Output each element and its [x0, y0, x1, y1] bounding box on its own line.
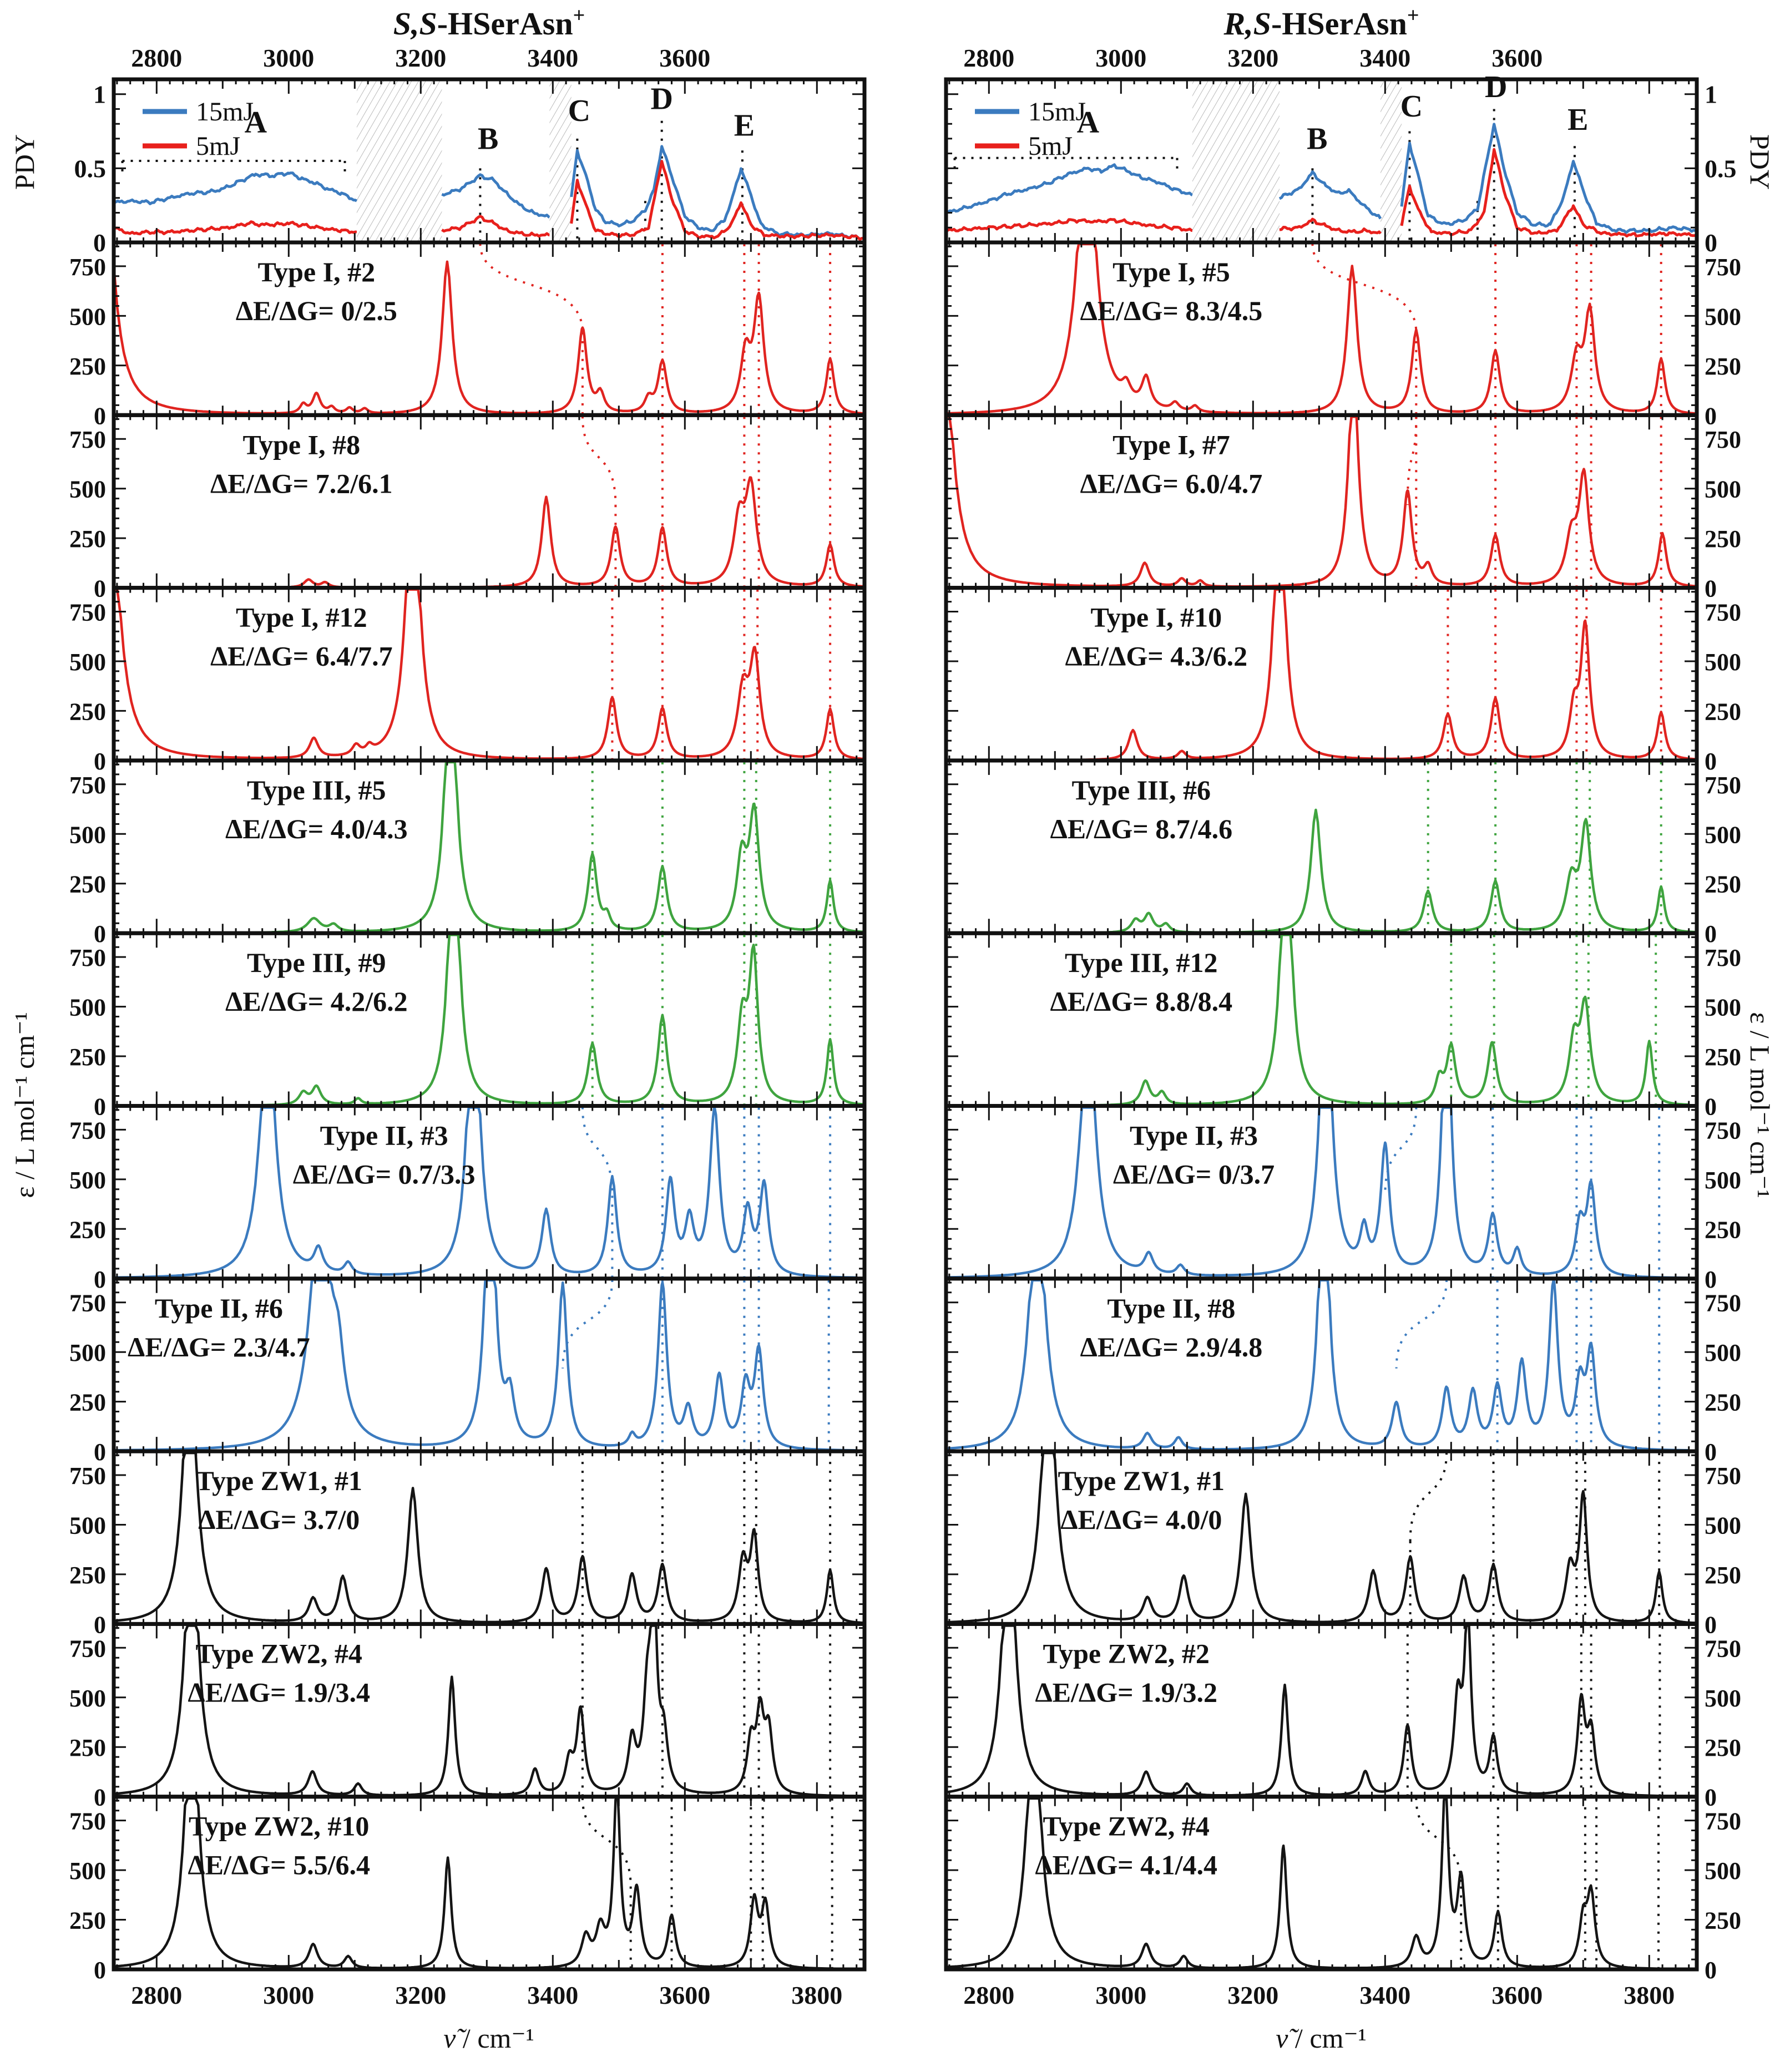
row-label: Type III, #6 [1071, 774, 1211, 806]
computed-spectrum-Type I, #2 [114, 262, 864, 414]
top-tick-label: 3400 [527, 44, 579, 72]
pdy-tick-label: 1 [93, 80, 106, 109]
eps-tick-label: 750 [69, 1289, 106, 1317]
top-tick-label: 3200 [395, 44, 447, 72]
row-ticks [114, 1106, 864, 1279]
row-ticks [114, 761, 864, 933]
row-panel-border [114, 415, 864, 587]
computed-spectrum-Type I, #10 [946, 590, 1697, 761]
eps-tick-label: 0 [1705, 575, 1717, 602]
row-label: Type I, #5 [1113, 256, 1230, 287]
panel-row-1-5 [946, 1106, 1741, 1293]
row-label: Type II, #6 [154, 1292, 283, 1324]
eps-tick-label: 500 [69, 475, 106, 503]
eps-tick-label: 500 [1705, 821, 1741, 849]
row-panel-border [946, 415, 1697, 587]
row-label: Type ZW1, #1 [195, 1465, 362, 1497]
row-label: Type II, #3 [320, 1119, 448, 1151]
computed-spectrum-Type II, #3 [114, 1108, 857, 1278]
eps-tick-label: 750 [69, 944, 106, 972]
pdy-axis-label-left: PDY [9, 134, 40, 190]
band-label-E: E [734, 108, 755, 143]
column-title: R,S-HSerAsn+ [1223, 4, 1419, 42]
eps-tick-label: 0 [94, 1784, 106, 1811]
row-energy-label: ΔE/ΔG= 8.3/4.5 [1080, 295, 1263, 326]
eps-tick-label: 500 [69, 1166, 106, 1194]
eps-tick-label: 0 [94, 1093, 106, 1121]
row-energy-label: ΔE/ΔG= 3.7/0 [198, 1504, 360, 1536]
row-ticks [114, 588, 864, 761]
top-tick-label: 3200 [1227, 44, 1279, 72]
assignment-connector-curve [1312, 244, 1416, 332]
assignment-connector-curve [1416, 1798, 1461, 1887]
assignment-connector-curve [583, 416, 616, 505]
legend [975, 97, 1086, 161]
eps-tick-label: 0 [94, 1265, 106, 1293]
panel-row-1-4 [946, 933, 1741, 1120]
top-tick-label: 3000 [1095, 44, 1147, 72]
experimental-curve-15mJ [442, 175, 549, 217]
eps-tick-label: 0 [1705, 1784, 1717, 1811]
x-axis-label-right-column [1155, 2022, 1488, 2054]
eps-tick-label: 750 [1705, 771, 1741, 799]
row-energy-label: ΔE/ΔG= 4.2/6.2 [225, 986, 408, 1017]
eps-tick-label: 0 [1705, 1093, 1717, 1121]
row-energy-label: ΔE/ΔG= 4.3/6.2 [1065, 640, 1248, 672]
panel-row-1-1 [946, 415, 1741, 602]
panel-row-0-0 [69, 242, 864, 429]
row-label: Type III, #5 [247, 774, 386, 806]
eps-tick-label: 500 [69, 303, 106, 331]
eps-tick-label: 750 [69, 599, 106, 626]
hatched-unscanned-region [1192, 81, 1280, 241]
row-label: Type ZW2, #2 [1043, 1638, 1210, 1669]
row-energy-label: ΔE/ΔG= 5.5/6.4 [188, 1849, 371, 1881]
assignment-connector-curve [1397, 1280, 1447, 1369]
panel-row-1-8 [946, 1624, 1741, 1811]
row-energy-label: ΔE/ΔG= 0.7/3.3 [292, 1158, 476, 1190]
eps-tick-label: 500 [69, 821, 106, 849]
eps-tick-label: 250 [69, 1907, 106, 1934]
eps-tick-label: 750 [69, 771, 106, 799]
eps-tick-label: 750 [1705, 599, 1741, 626]
experimental-curve-5mJ [946, 219, 1192, 231]
row-energy-label: ΔE/ΔG= 2.3/4.7 [128, 1331, 310, 1362]
eps-tick-label: 500 [69, 994, 106, 1021]
experimental-curve-5mJ [572, 161, 864, 240]
row-energy-label: ΔE/ΔG= 1.9/3.2 [1035, 1676, 1218, 1708]
row-label: Type ZW2, #10 [188, 1810, 370, 1842]
eps-tick-label: 0 [94, 575, 106, 602]
eps-tick-label: 250 [1705, 525, 1741, 553]
eps-tick-label: 0 [1705, 1265, 1717, 1293]
eps-tick-label: 750 [1705, 1635, 1741, 1663]
experimental-curve-5mJ [114, 222, 357, 234]
x-axis-unit: / cm⁻¹ [456, 2023, 534, 2054]
eps-tick-label: 0 [1705, 1957, 1717, 1984]
row-energy-label: ΔE/ΔG= 4.0/4.3 [225, 813, 408, 844]
eps-tick-label: 250 [69, 352, 106, 380]
row-label: Type II, #3 [1129, 1119, 1258, 1151]
computed-spectrum-Type I, #5 [946, 244, 1697, 413]
eps-tick-label: 750 [69, 253, 106, 281]
row-panel-border [114, 761, 864, 933]
row-label: Type III, #9 [247, 947, 386, 979]
computed-spectrum-Type III, #5 [114, 762, 864, 933]
eps-tick-label: 250 [69, 1389, 106, 1416]
top-tick-label: 3600 [659, 44, 711, 72]
computed-spectrum-Type I, #12 [114, 590, 864, 759]
row-ticks [946, 415, 1697, 587]
panel-row-1-2 [946, 588, 1741, 775]
row-ticks [114, 415, 864, 587]
bottom-tick-label: 3600 [659, 1981, 711, 2009]
panel-row-0-6 [69, 1279, 864, 1466]
row-panel-border [114, 588, 864, 761]
row-panel-border [114, 242, 864, 415]
computed-spectrum-Type I, #7 [946, 417, 1696, 586]
eps-tick-label: 250 [1705, 1389, 1741, 1416]
computed-spectrum-Type II, #8 [946, 1280, 1689, 1451]
band-label-B: B [478, 121, 499, 156]
row-label: Type I, #10 [1090, 601, 1222, 633]
hatched-unscanned-region [1381, 81, 1402, 241]
row-label: Type III, #12 [1065, 947, 1218, 979]
eps-tick-label: 750 [1705, 944, 1741, 972]
hatched-unscanned-region [357, 81, 442, 241]
experimental-curve-5mJ [1280, 219, 1381, 234]
experimental-curve-15mJ [114, 173, 357, 204]
x-axis-label-left-column [322, 2022, 655, 2054]
row-energy-label: ΔE/ΔG= 1.9/3.4 [188, 1676, 371, 1708]
eps-tick-label: 750 [1705, 1117, 1741, 1144]
pdy-axis-label-right: PDY [1744, 134, 1776, 190]
nu-tilde-symbol: ν̃ [1276, 2023, 1288, 2054]
pdy-tick-label: 0 [1705, 229, 1717, 257]
panel-row-0-9 [69, 1797, 864, 1984]
band-label-D: D [1484, 70, 1508, 105]
band-label-E: E [1567, 102, 1589, 137]
panel-row-0-5 [69, 1106, 864, 1293]
pdy-tick-label: 0 [93, 229, 106, 257]
band-label-A: A [1076, 105, 1100, 140]
row-energy-label: ΔE/ΔG= 6.0/4.7 [1080, 468, 1263, 499]
experimental-curve-15mJ [572, 146, 864, 239]
bottom-tick-label: 3200 [395, 1981, 447, 2009]
band-label-C: C [1400, 89, 1423, 124]
eps-tick-label: 250 [1705, 1734, 1741, 1762]
epsilon-axis-label-left: ε / L mol⁻¹ cm⁻¹ [9, 1012, 40, 1198]
panel-row-0-3 [69, 761, 864, 948]
eps-tick-label: 250 [1705, 1216, 1741, 1244]
eps-tick-label: 0 [94, 1611, 106, 1639]
eps-tick-label: 750 [1705, 426, 1741, 454]
epsilon-axis-label-right: ε / L mol⁻¹ cm⁻¹ [1744, 1012, 1776, 1198]
eps-tick-label: 750 [1705, 1807, 1741, 1835]
eps-tick-label: 0 [94, 920, 106, 948]
bottom-tick-label: 3000 [263, 1981, 315, 2009]
assignment-connector-curve [583, 1107, 613, 1196]
eps-tick-label: 750 [69, 1635, 106, 1663]
eps-tick-label: 500 [1705, 994, 1741, 1021]
assignment-connector-curve [1410, 1452, 1447, 1541]
row-energy-label: ΔE/ΔG= 4.0/0 [1060, 1504, 1222, 1536]
bottom-tick-label: 3000 [1095, 1981, 1147, 2009]
eps-tick-label: 500 [1705, 303, 1741, 331]
panel-row-0-8 [69, 1624, 864, 1811]
computed-spectrum-Type II, #3 [946, 1108, 1689, 1278]
eps-tick-label: 500 [69, 1857, 106, 1885]
top-tick-label: 3000 [263, 44, 315, 72]
x-axis-unit: / cm⁻¹ [1288, 2023, 1367, 2054]
row-label: Type II, #8 [1107, 1292, 1236, 1324]
eps-tick-label: 250 [69, 1216, 106, 1244]
experimental-curve-15mJ [1402, 124, 1697, 232]
eps-tick-label: 500 [1705, 1339, 1741, 1367]
top-tick-label: 2800 [131, 44, 183, 72]
row-panel-border [946, 588, 1697, 761]
eps-tick-label: 0 [94, 402, 106, 430]
panel-row-1-0 [946, 242, 1741, 429]
experimental-curve-15mJ [946, 165, 1192, 214]
panel-experimental-1 [946, 70, 1737, 257]
row-ticks [946, 242, 1697, 415]
panel-row-1-3 [946, 761, 1741, 948]
pdy-tick-label: 0.5 [1705, 154, 1737, 183]
bottom-tick-label: 3400 [1359, 1981, 1411, 2009]
eps-tick-label: 0 [1705, 747, 1717, 775]
legend-label-5mJ: 5mJ [1028, 131, 1073, 161]
eps-tick-label: 0 [94, 1438, 106, 1466]
band-label-D: D [650, 82, 673, 116]
eps-tick-label: 500 [69, 1512, 106, 1539]
bottom-tick-label: 3800 [1624, 1981, 1675, 2009]
row-energy-label: ΔE/ΔG= 2.9/4.8 [1080, 1331, 1263, 1362]
pdy-tick-label: 1 [1705, 80, 1717, 109]
row-label: Type ZW2, #4 [1043, 1810, 1210, 1842]
eps-tick-label: 750 [1705, 253, 1741, 281]
experimental-curve-15mJ [1280, 172, 1381, 219]
assignment-connector-curve [563, 1280, 612, 1369]
row-ticks [946, 933, 1697, 1106]
row-panel-border [946, 1279, 1697, 1451]
eps-tick-label: 500 [1705, 1166, 1741, 1194]
bottom-tick-label: 2800 [963, 1981, 1015, 2009]
column-title: S,S-HSerAsn+ [393, 4, 585, 42]
band-label-A: A [244, 105, 267, 140]
eps-tick-label: 500 [1705, 1512, 1741, 1539]
eps-tick-label: 750 [69, 426, 106, 454]
panel-row-0-1 [69, 415, 864, 602]
eps-tick-label: 250 [69, 525, 106, 553]
row-panel-border [946, 761, 1697, 933]
eps-tick-label: 0 [1705, 1438, 1717, 1466]
eps-tick-label: 0 [1705, 920, 1717, 948]
eps-tick-label: 750 [1705, 1462, 1741, 1490]
eps-tick-label: 250 [69, 1561, 106, 1589]
row-energy-label: ΔE/ΔG= 4.1/4.4 [1035, 1849, 1218, 1881]
eps-tick-label: 250 [69, 1043, 106, 1071]
row-ticks [946, 588, 1697, 761]
band-label-B: B [1307, 121, 1328, 156]
bottom-tick-label: 3800 [791, 1981, 843, 2009]
band-label-C: C [568, 93, 591, 128]
legend-label-15mJ: 15mJ [1028, 97, 1086, 126]
eps-tick-label: 500 [1705, 1684, 1741, 1712]
row-label: Type ZW2, #4 [195, 1638, 362, 1669]
row-label: Type I, #8 [242, 429, 361, 460]
row-energy-label: ΔE/ΔG= 8.8/8.4 [1050, 986, 1233, 1017]
eps-tick-label: 0 [1705, 1611, 1717, 1639]
eps-tick-label: 250 [1705, 1907, 1741, 1934]
eps-tick-label: 500 [1705, 475, 1741, 503]
panel-experimental-0 [74, 79, 865, 257]
assignment-connector-curve [583, 1798, 631, 1887]
computed-spectrum-Type III, #9 [114, 935, 864, 1106]
row-ticks [114, 242, 864, 415]
pdy-tick-label: 0.5 [74, 154, 106, 183]
panel-row-0-7 [69, 1451, 864, 1638]
nu-tilde-symbol: ν̃ [443, 2023, 456, 2054]
row-ticks [946, 1279, 1697, 1451]
eps-tick-label: 500 [69, 1339, 106, 1367]
row-energy-label: ΔE/ΔG= 8.7/4.6 [1050, 813, 1233, 844]
eps-tick-label: 250 [69, 698, 106, 726]
panel-row-0-2 [69, 588, 864, 775]
eps-tick-label: 250 [69, 870, 106, 898]
bottom-tick-label: 3200 [1227, 1981, 1279, 2009]
row-panel-border [946, 933, 1697, 1106]
eps-tick-label: 250 [69, 1734, 106, 1762]
eps-tick-label: 500 [1705, 649, 1741, 676]
row-label: Type I, #2 [257, 256, 376, 287]
row-energy-label: ΔE/ΔG= 0/2.5 [235, 295, 397, 326]
row-label: Type I, #12 [235, 601, 367, 633]
eps-tick-label: 750 [69, 1807, 106, 1835]
eps-tick-label: 750 [69, 1117, 106, 1144]
computed-spectrum-Type III, #12 [946, 935, 1689, 1106]
eps-tick-label: 500 [69, 649, 106, 676]
top-tick-label: 3600 [1491, 44, 1543, 72]
legend-label-5mJ: 5mJ [196, 131, 241, 161]
top-tick-label: 2800 [963, 44, 1015, 72]
bottom-tick-label: 2800 [131, 1981, 183, 2009]
eps-tick-label: 0 [94, 1957, 106, 1984]
bottom-tick-label: 3600 [1491, 1981, 1543, 2009]
panel-row-1-7 [946, 1451, 1741, 1638]
eps-tick-label: 0 [94, 747, 106, 775]
legend [143, 97, 254, 161]
experimental-curve-5mJ [442, 216, 549, 236]
band-A-bracket [123, 161, 345, 172]
row-label: Type ZW1, #1 [1058, 1465, 1225, 1497]
row-ticks [946, 761, 1697, 933]
row-panel-border [946, 242, 1697, 415]
row-energy-label: ΔE/ΔG= 7.2/6.1 [210, 468, 393, 499]
eps-tick-label: 750 [1705, 1289, 1741, 1317]
eps-tick-label: 250 [1705, 1043, 1741, 1071]
row-panel-border [114, 1106, 864, 1279]
panel-row-1-6 [946, 1279, 1741, 1466]
assignment-connector-curve [480, 244, 583, 332]
eps-tick-label: 500 [69, 1684, 106, 1712]
row-energy-label: ΔE/ΔG= 0/3.7 [1113, 1158, 1275, 1190]
panel-row-0-4 [69, 933, 864, 1120]
eps-tick-label: 0 [1705, 402, 1717, 430]
panel-row-1-9 [946, 1797, 1741, 1984]
row-energy-label: ΔE/ΔG= 6.4/7.7 [210, 640, 393, 672]
eps-tick-label: 750 [69, 1462, 106, 1490]
eps-tick-label: 250 [1705, 352, 1741, 380]
eps-tick-label: 250 [1705, 1561, 1741, 1589]
legend-label-15mJ: 15mJ [196, 97, 254, 126]
top-tick-label: 3400 [1359, 44, 1411, 72]
eps-tick-label: 250 [1705, 870, 1741, 898]
row-label: Type I, #7 [1113, 429, 1230, 460]
eps-tick-label: 250 [1705, 698, 1741, 726]
bottom-tick-label: 3400 [527, 1981, 579, 2009]
eps-tick-label: 500 [1705, 1857, 1741, 1885]
